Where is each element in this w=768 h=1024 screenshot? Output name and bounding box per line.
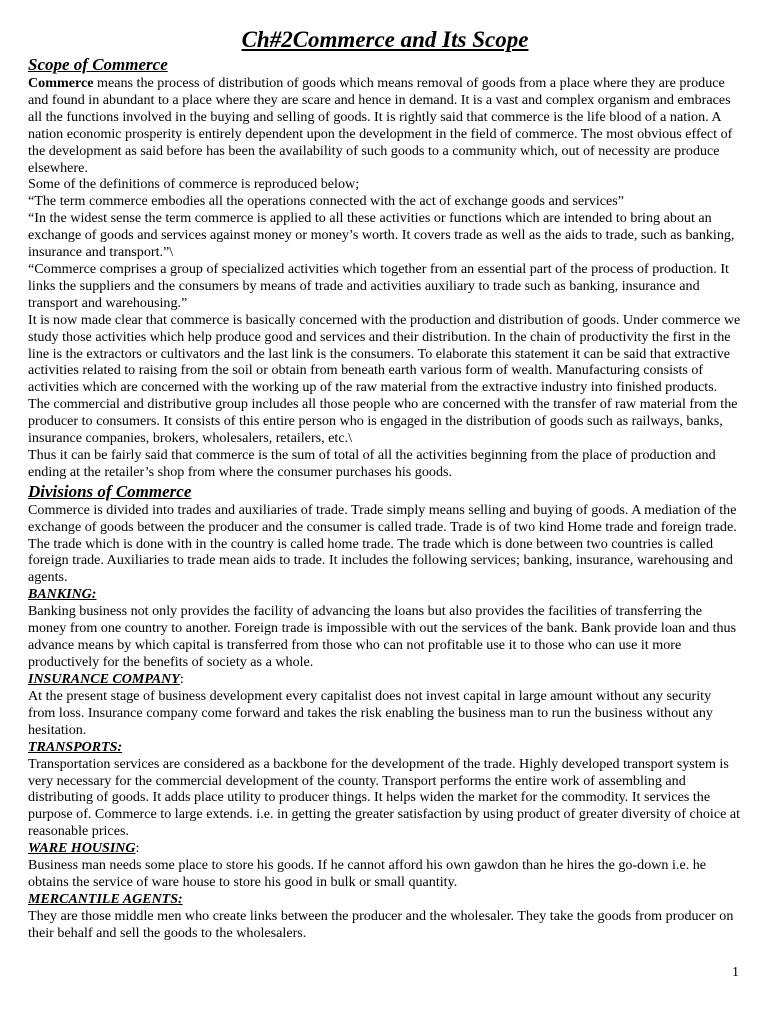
page-number: 1 xyxy=(732,965,739,980)
transports-heading: TRANSPORTS: xyxy=(28,739,123,755)
insurance-heading-line xyxy=(28,671,742,688)
definition-quote-2: “In the widest sense the term commerce is applied to all these activities or functions which are intended to bring about an exchange of goods and services against money or money’s worth. It covers trade as well as the aids to trade, such as banking, insurance and transport.”\ xyxy=(28,210,735,261)
warehousing-heading-line xyxy=(28,840,742,857)
scope-body-paragraph-1: It is now made clear that commerce is basically concerned with the production and distribution of goods. Under commerce we study those activities which help produce good and services and their distribution. In the chain of productivity the first in the line is the extractors or cultivators and the last link is the consumers. To elaborate this statement it can be said that extractive activities related to raising from the soil or obtain from beneath earth various form of wealth. Manufacturing consists of activities which are concerned with the working up of the raw material from the extractive industry into finished products. The commercial and distributive group includes all those people who are concerned with the transfer of raw material from the producer to consumers. It consists of this entire person who is engaged in the distribution of goods such as railways, banks, insurance companies, brokers, wholesalers, retailers, etc.\ xyxy=(28,311,741,447)
document-page xyxy=(28,26,742,942)
document-title: Ch#2Commerce and Its Scope xyxy=(241,27,529,52)
intro-text: means the process of distribution of goods which means removal of goods from a place where they are produce and found in abundant to a place where they are scare and hence in demand. It is a vast and complex organism and embraces all the functions involved in the buying and selling of goods. It is rightly said that commerce is the life blood of a nation. A nation economic prosperity is entirely dependent upon the development in the field of commerce. The most obvious effect of the development as said before has been the availability of such goods to a community which, out of necessity are produce elsewhere. xyxy=(28,75,733,176)
intro-lead-word: Commerce xyxy=(28,75,94,91)
divisions-heading: Divisions of Commerce xyxy=(28,481,192,501)
scope-heading: Scope of Commerce xyxy=(28,55,168,74)
definitions-intro: Some of the definitions of commerce is reproduced below; xyxy=(28,176,360,193)
scope-intro-paragraph xyxy=(28,75,742,176)
warehousing-paragraph: Business man needs some place to store his goods. If he cannot afford his own gawdon than he hires the go-down i.e. he obtains the service of ware house to store his good in bulk or small quantity. xyxy=(28,857,707,891)
scope-body-paragraph-2: Thus it can be fairly said that commerce is the sum of total of all the activities beginning from the place of production and ending at the retailer’s shop from where the consumer purchases his goods. xyxy=(28,446,716,480)
divisions-paragraph: Commerce is divided into trades and auxiliaries of trade. Trade simply means selling and buying of goods. A mediation of the exchange of goods between the producer and the consumer is called trade. Trade is of two kind Home trade and foreign trade. The trade which is done with in the country is called home trade. The trade which is done between two countries is called foreign trade. Auxiliaries to trade mean aids to trade. It includes the following services; banking, insurance, warehousing and agents. xyxy=(28,501,737,586)
insurance-paragraph: At the present stage of business development every capitalist does not invest capital in large amount without any security from loss. Insurance company come forward and takes the risk enabling the business man to run the business without any hesitation. xyxy=(28,687,713,738)
definition-quote-3: “Commerce comprises a group of specialized activities which together from an essential part of the process of production. It links the suppliers and the consumers by means of trade and activities auxiliary to trade such as banking, insurance and transport and warehousing.” xyxy=(28,260,729,311)
insurance-heading-colon: : xyxy=(179,671,184,687)
warehousing-heading-colon: : xyxy=(135,841,140,857)
mercantile-paragraph: They are those middle men who create links between the producer and the wholesaler. They take the goods from producer on their behalf and sell the goods to the wholesalers. xyxy=(28,907,734,941)
definition-quote-1: “The term commerce embodies all the operations connected with the act of exchange goods and services” xyxy=(28,193,625,210)
warehousing-heading: WARE HOUSING xyxy=(28,841,136,857)
mercantile-heading: MERCANTILE AGENTS: xyxy=(28,891,183,907)
transports-paragraph: Transportation services are considered as a backbone for the development of the trade. Highly developed transport system is very necessary for the commercial development of the county. Transport performs the entire work of assembling and distributing of goods. It adds place utility to producer things. It helps widen the market for the commodity. It services the purpose of. Commerce to large extends. i.e. in getting the greater satisfaction by using product of greater diversity of choice at reasonable prices. xyxy=(28,755,741,840)
banking-heading: BANKING: xyxy=(28,587,97,603)
banking-paragraph: Banking business not only provides the facility of advancing the loans but also provides the facilities of transferring the money from one country to another. Foreign trade is impossible with out the services of the bank. Bank provide loan and thus advance means by which capital is transferred from those who can not profitable use it to those who can use it more productively for the benefits of society as a whole. xyxy=(28,603,737,670)
insurance-heading: INSURANCE COMPANY xyxy=(28,671,180,687)
